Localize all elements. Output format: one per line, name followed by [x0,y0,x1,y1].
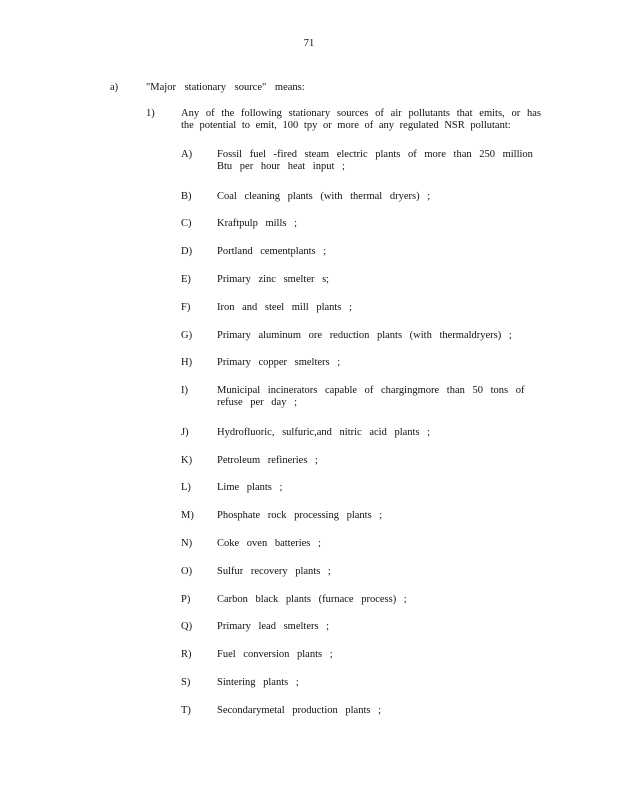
list-item-marker: O) [181,566,193,577]
list-item-marker: K) [181,455,193,466]
list-item-marker: I) [181,385,188,396]
list-item-text: Primary lead smelters ; [217,621,330,632]
list-item-text: Sulfur recovery plants ; [217,566,331,577]
section-heading: "Major stationary source" means: [146,82,305,93]
list-item-text: Lime plants ; [217,482,283,493]
list-item-text: Coke oven batteries ; [217,538,321,549]
list-item-marker: J) [181,427,189,438]
list-item-marker: Q) [181,621,193,632]
list-item-text: Sintering plants ; [217,677,299,688]
list-item-marker: N) [181,538,193,549]
list-item-marker: P) [181,594,191,605]
list-item-text: Primary zinc smelter s; [217,274,330,285]
list-item-text: Fossil fuel -fired steam electric plants of more than 250 million Btu per hour heat input ; [217,149,533,172]
list-item-marker: M) [181,510,194,521]
list-item-text: Hydrofluoric, sulfuric,and nitric acid plants ; [217,427,431,438]
list-item-marker: S) [181,677,191,688]
list-item-text: Primary aluminum ore reduction plants (with thermaldryers) ; [217,330,512,341]
list-item-text: Iron and steel mill plants ; [217,302,352,313]
list-item-text: Petroleum refineries ; [217,455,318,466]
list-item-text: Secondarymetal production plants ; [217,705,382,716]
list-item-marker: H) [181,357,193,368]
list-item-text: Portland cementplants ; [217,246,327,257]
paragraph-text: Any of the following stationary sources of air pollutants that emits, or has the potential to emit, 100 tpy or more of any regulated NSR pollutant: [181,108,541,131]
list-item-marker: C) [181,218,192,229]
list-item-text: Kraftpulp mills ; [217,218,297,229]
list-item-marker: F) [181,302,191,313]
list-item-marker: A) [181,149,193,160]
list-item-marker: D) [181,246,193,257]
list-item-marker: R) [181,649,192,660]
paragraph-marker: 1) [146,108,155,119]
list-item-text: Carbon black plants (furnace process) ; [217,594,407,605]
section-marker: a) [110,82,119,93]
list-item-text: Primary copper smelters ; [217,357,341,368]
page-number: 71 [303,38,315,49]
list-item-marker: L) [181,482,191,493]
list-item-marker: B) [181,191,192,202]
list-item-text: Municipal incinerators capable of chargingmore than 50 tons of refuse per day ; [217,385,525,408]
list-item-text: Phosphate rock processing plants ; [217,510,383,521]
list-item-text: Fuel conversion plants ; [217,649,333,660]
list-item-marker: G) [181,330,193,341]
list-item-text: Coal cleaning plants (with thermal dryers) ; [217,191,431,202]
list-item-marker: T) [181,705,191,716]
list-item-marker: E) [181,274,191,285]
